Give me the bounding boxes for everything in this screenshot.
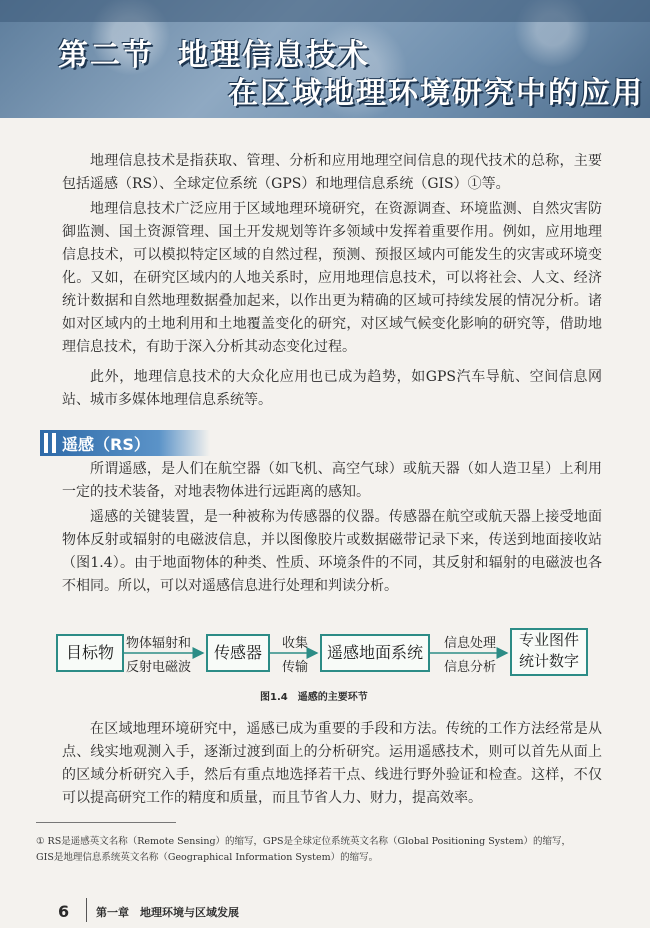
- footnote-line-1: ① RS是遥感英文名称（Remote Sensing）的缩写，GPS是全球定位系统英文名称（Global Positioning System）的缩写，: [36, 836, 571, 847]
- heading-bar-2: [52, 433, 56, 453]
- arrow3-label-top: 信息处理: [444, 636, 497, 651]
- box-sensor: 传感器: [206, 634, 270, 672]
- banner-strip: [0, 0, 650, 22]
- arrow3-label-bottom: 信息分析: [444, 660, 497, 675]
- header-banner: [0, 0, 650, 118]
- title-main: 地理信息技术: [178, 38, 370, 73]
- paragraph-after-figure: 在区域地理环境研究中，遥感已成为重要的手段和方法。传统的工作方法经常是从点、线实地观测入手，逐渐过渡到面上的分析研究。运用遥感技术，则可以首先从面上的区域分析研究入手，然后有重点地选择若干点、线进行野外验证和检查。这样，不仅可以提高研究工作的精度和质量，而且节省人力、财力，提高效率。: [62, 721, 602, 806]
- box-target: 目标物: [56, 634, 124, 672]
- paragraph-1: 地理信息技术是指获取、管理、分析和应用地理空间信息的现代技术的总称，主要包括遥感（RS）、全球定位系统（GPS）和地理信息系统（GIS）①等。: [62, 153, 602, 192]
- arrow2-label-bottom: 传输: [282, 660, 309, 675]
- footer-divider: [86, 898, 87, 922]
- arrow1-label-top: 物体辐射和: [126, 636, 192, 651]
- section-heading: [40, 430, 210, 456]
- output-line-1: 专业图件: [518, 631, 579, 649]
- box-output: [510, 628, 588, 676]
- section-paragraph-2: 遥感的关键装置，是一种被称为传感器的仪器。传感器在航空或航天器上接受地面物体反射或辐射的电磁波信息，并以图像胶片或数据磁带记录下来，传送到地面接收站（图1.4）。由于地面物体的种类、性质、环境条件的不同，其反射和辐射的电磁波也各不相同。所以，可以对遥感信息进行处理和判读分析。: [62, 509, 602, 594]
- section-paragraph-1: 所谓遥感，是人们在航空器（如飞机、高空气球）或航天器（如人造卫星）上利用一定的技术装备，对地表物体进行远距离的感知。: [62, 461, 602, 500]
- box-ground-system: 遥感地面系统: [320, 634, 430, 672]
- page-subtitle: 在区域地理环境研究中的应用: [228, 76, 644, 111]
- section-title: 遥感（RS）: [62, 435, 150, 454]
- output-line-2: 统计数字: [518, 652, 579, 670]
- figure-caption: 图1.4 遥感的主要环节: [260, 692, 368, 703]
- paragraph-3: 此外，地理信息技术的大众化应用也已成为趋势，如GPS汽车导航、空间信息网站、城市多媒体地理信息系统等。: [62, 369, 602, 408]
- heading-bar-1: [44, 433, 48, 453]
- page-number: 6: [58, 902, 70, 921]
- arrow2-label-top: 收集: [282, 636, 309, 651]
- chapter-title: 第一章 地理环境与区域发展: [96, 906, 239, 919]
- title-section: 第二节: [58, 38, 154, 73]
- arrow1-label-bottom: 反射电磁波: [126, 660, 192, 675]
- footnote-line-2: GIS是地理信息系统英文名称（Geographical Information System）的缩写。: [36, 852, 379, 863]
- paragraph-2: 地理信息技术广泛应用于区域地理环境研究，在资源调查、环境监测、自然灾害防御监测、国土资源管理、国土开发规划等许多领域中发挥着重要作用。例如，应用地理信息技术，可以模拟特定区域的自然过程，预测、预报区域内可能发生的灾害或环境变化。又如，在研究区域内的人地关系时，应用地理信息技术，可以将社会、人文、经济统计数据和自然地理数据叠加起来，以作出更为精确的区域可持续发展的情况分析。诸如对区域内的土地利用和土地覆盖变化的研究，对区域气候变化影响的研究等，借助地理信息技术，有助于深入分析其动态变化过程。: [62, 201, 602, 355]
- footnote-divider: [36, 822, 176, 823]
